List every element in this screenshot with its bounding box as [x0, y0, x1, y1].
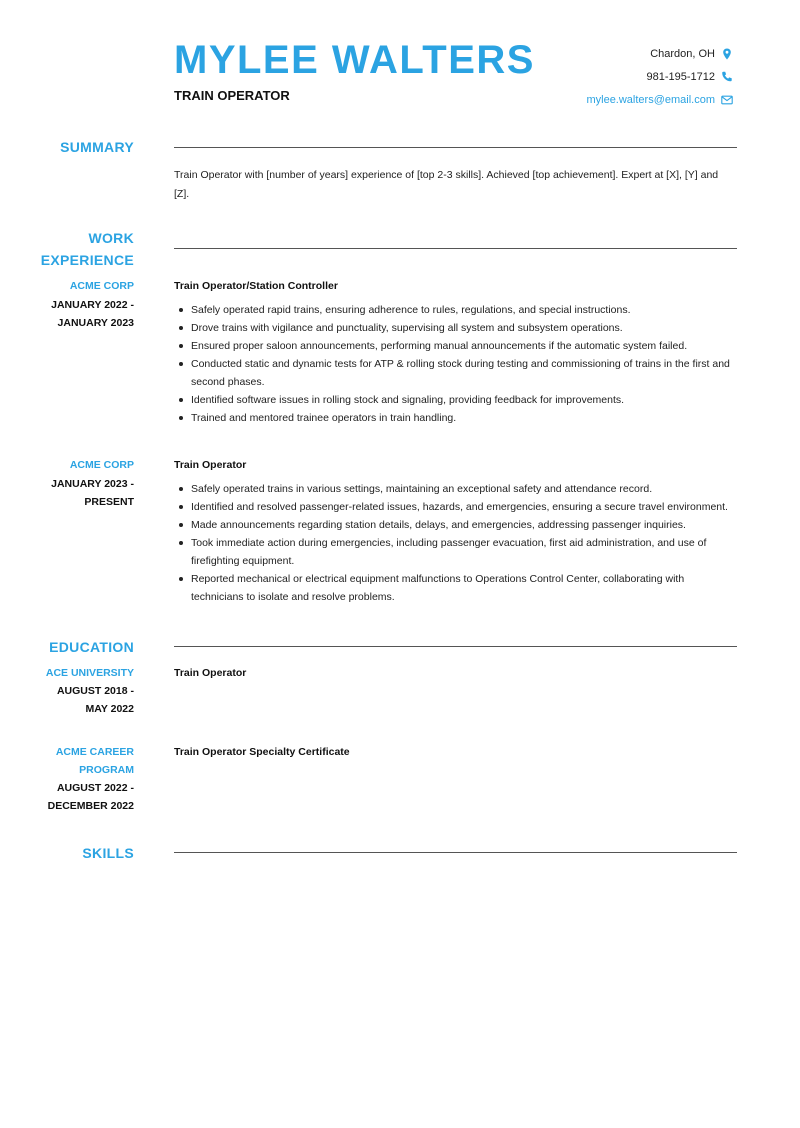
job1-company: ACME CORP: [69, 280, 134, 292]
edu2-date-start: AUGUST 2022 -: [56, 782, 134, 794]
edu1-degree: Train Operator: [174, 667, 247, 679]
list-item: Safely operated trains in various settings, maintaining an exceptional safety and attendance record.: [174, 480, 734, 498]
location-text: Chardon, OH: [650, 47, 715, 60]
summary-text: Train Operator with [number of years] experience of [top 2-3 skills]. Achieved [top achievement]. Expert at [X], [Y] and [Z].: [174, 169, 719, 200]
email-link[interactable]: mylee.walters@email.com: [586, 93, 715, 106]
edu1-date-end: MAY 2022: [85, 703, 134, 715]
job2-bullets: [174, 480, 734, 606]
work-heading-line2: EXPERIENCE: [40, 252, 134, 268]
work-divider: [174, 248, 737, 249]
skills-divider: [174, 852, 737, 853]
job1-bullets: [174, 301, 734, 427]
phone-icon: [721, 71, 733, 83]
list-item: Conducted static and dynamic tests for ATP & rolling stock during testing and commissioning of trains in the first and second phases.: [174, 355, 734, 391]
envelope-icon: [721, 94, 733, 106]
summary-heading: SUMMARY: [60, 139, 134, 155]
education-heading: EDUCATION: [49, 639, 134, 655]
contact-email[interactable]: [413, 88, 733, 111]
work-experience-heading: [41, 227, 134, 271]
job-title: TRAIN OPERATOR: [174, 88, 290, 103]
list-item: Drove trains with vigilance and punctuality, supervising all system and subsystem operations.: [174, 319, 734, 337]
contact-location: [413, 42, 733, 65]
contact-phone: [413, 65, 733, 88]
edu2-school-line2: PROGRAM: [79, 764, 134, 776]
contact-block: [413, 42, 733, 111]
list-item: Identified software issues in rolling stock and signaling, providing feedback for improvements.: [174, 391, 734, 409]
job1-date-end: JANUARY 2023: [57, 317, 134, 329]
job1-dates: [14, 296, 134, 332]
list-item: Trained and mentored trainee operators in train handling.: [174, 409, 734, 427]
list-item: Took immediate action during emergencies, including passenger evacuation, first aid administration, and use of firefighting equipment.: [174, 534, 734, 570]
summary-divider: [174, 147, 737, 148]
edu1-dates: [14, 682, 134, 718]
job2-date-start: JANUARY 2023 -: [51, 478, 134, 490]
list-item: Safely operated rapid trains, ensuring adherence to rules, regulations, and special instructions.: [174, 301, 734, 319]
edu2-degree: Train Operator Specialty Certificate: [174, 746, 350, 758]
list-item: Made announcements regarding station details, delays, and emergencies, addressing passenger inquiries.: [174, 516, 734, 534]
job2-company: ACME CORP: [69, 459, 134, 471]
edu2-date-end: DECEMBER 2022: [47, 800, 134, 812]
edu2-school: [24, 743, 134, 779]
job1-date-start: JANUARY 2022 -: [51, 299, 134, 311]
job2-role: Train Operator: [174, 459, 247, 471]
job1-role: Train Operator/Station Controller: [174, 280, 338, 292]
edu1-school: ACE UNIVERSITY: [45, 667, 134, 679]
list-item: Reported mechanical or electrical equipment malfunctions to Operations Control Center, collaborating with technicians to isolate and resolve problems.: [174, 570, 734, 606]
edu2-dates: [14, 779, 134, 815]
job2-date-end: PRESENT: [84, 496, 134, 508]
skills-heading: SKILLS: [82, 845, 134, 861]
list-item: Ensured proper saloon announcements, performing manual announcements if the automatic system failed.: [174, 337, 734, 355]
education-divider: [174, 646, 737, 647]
map-pin-icon: [721, 48, 733, 60]
list-item: Identified and resolved passenger-related issues, hazards, and emergencies, ensuring a secure travel environment.: [174, 498, 734, 516]
candidate-name: MYLEE WALTERS: [174, 38, 535, 82]
job2-dates: [14, 475, 134, 511]
edu2-school-line1: ACME CAREER: [55, 746, 134, 758]
edu1-date-start: AUGUST 2018 -: [56, 685, 134, 697]
work-heading-line1: WORK: [88, 230, 134, 246]
phone-text: 981-195-1712: [646, 70, 715, 83]
